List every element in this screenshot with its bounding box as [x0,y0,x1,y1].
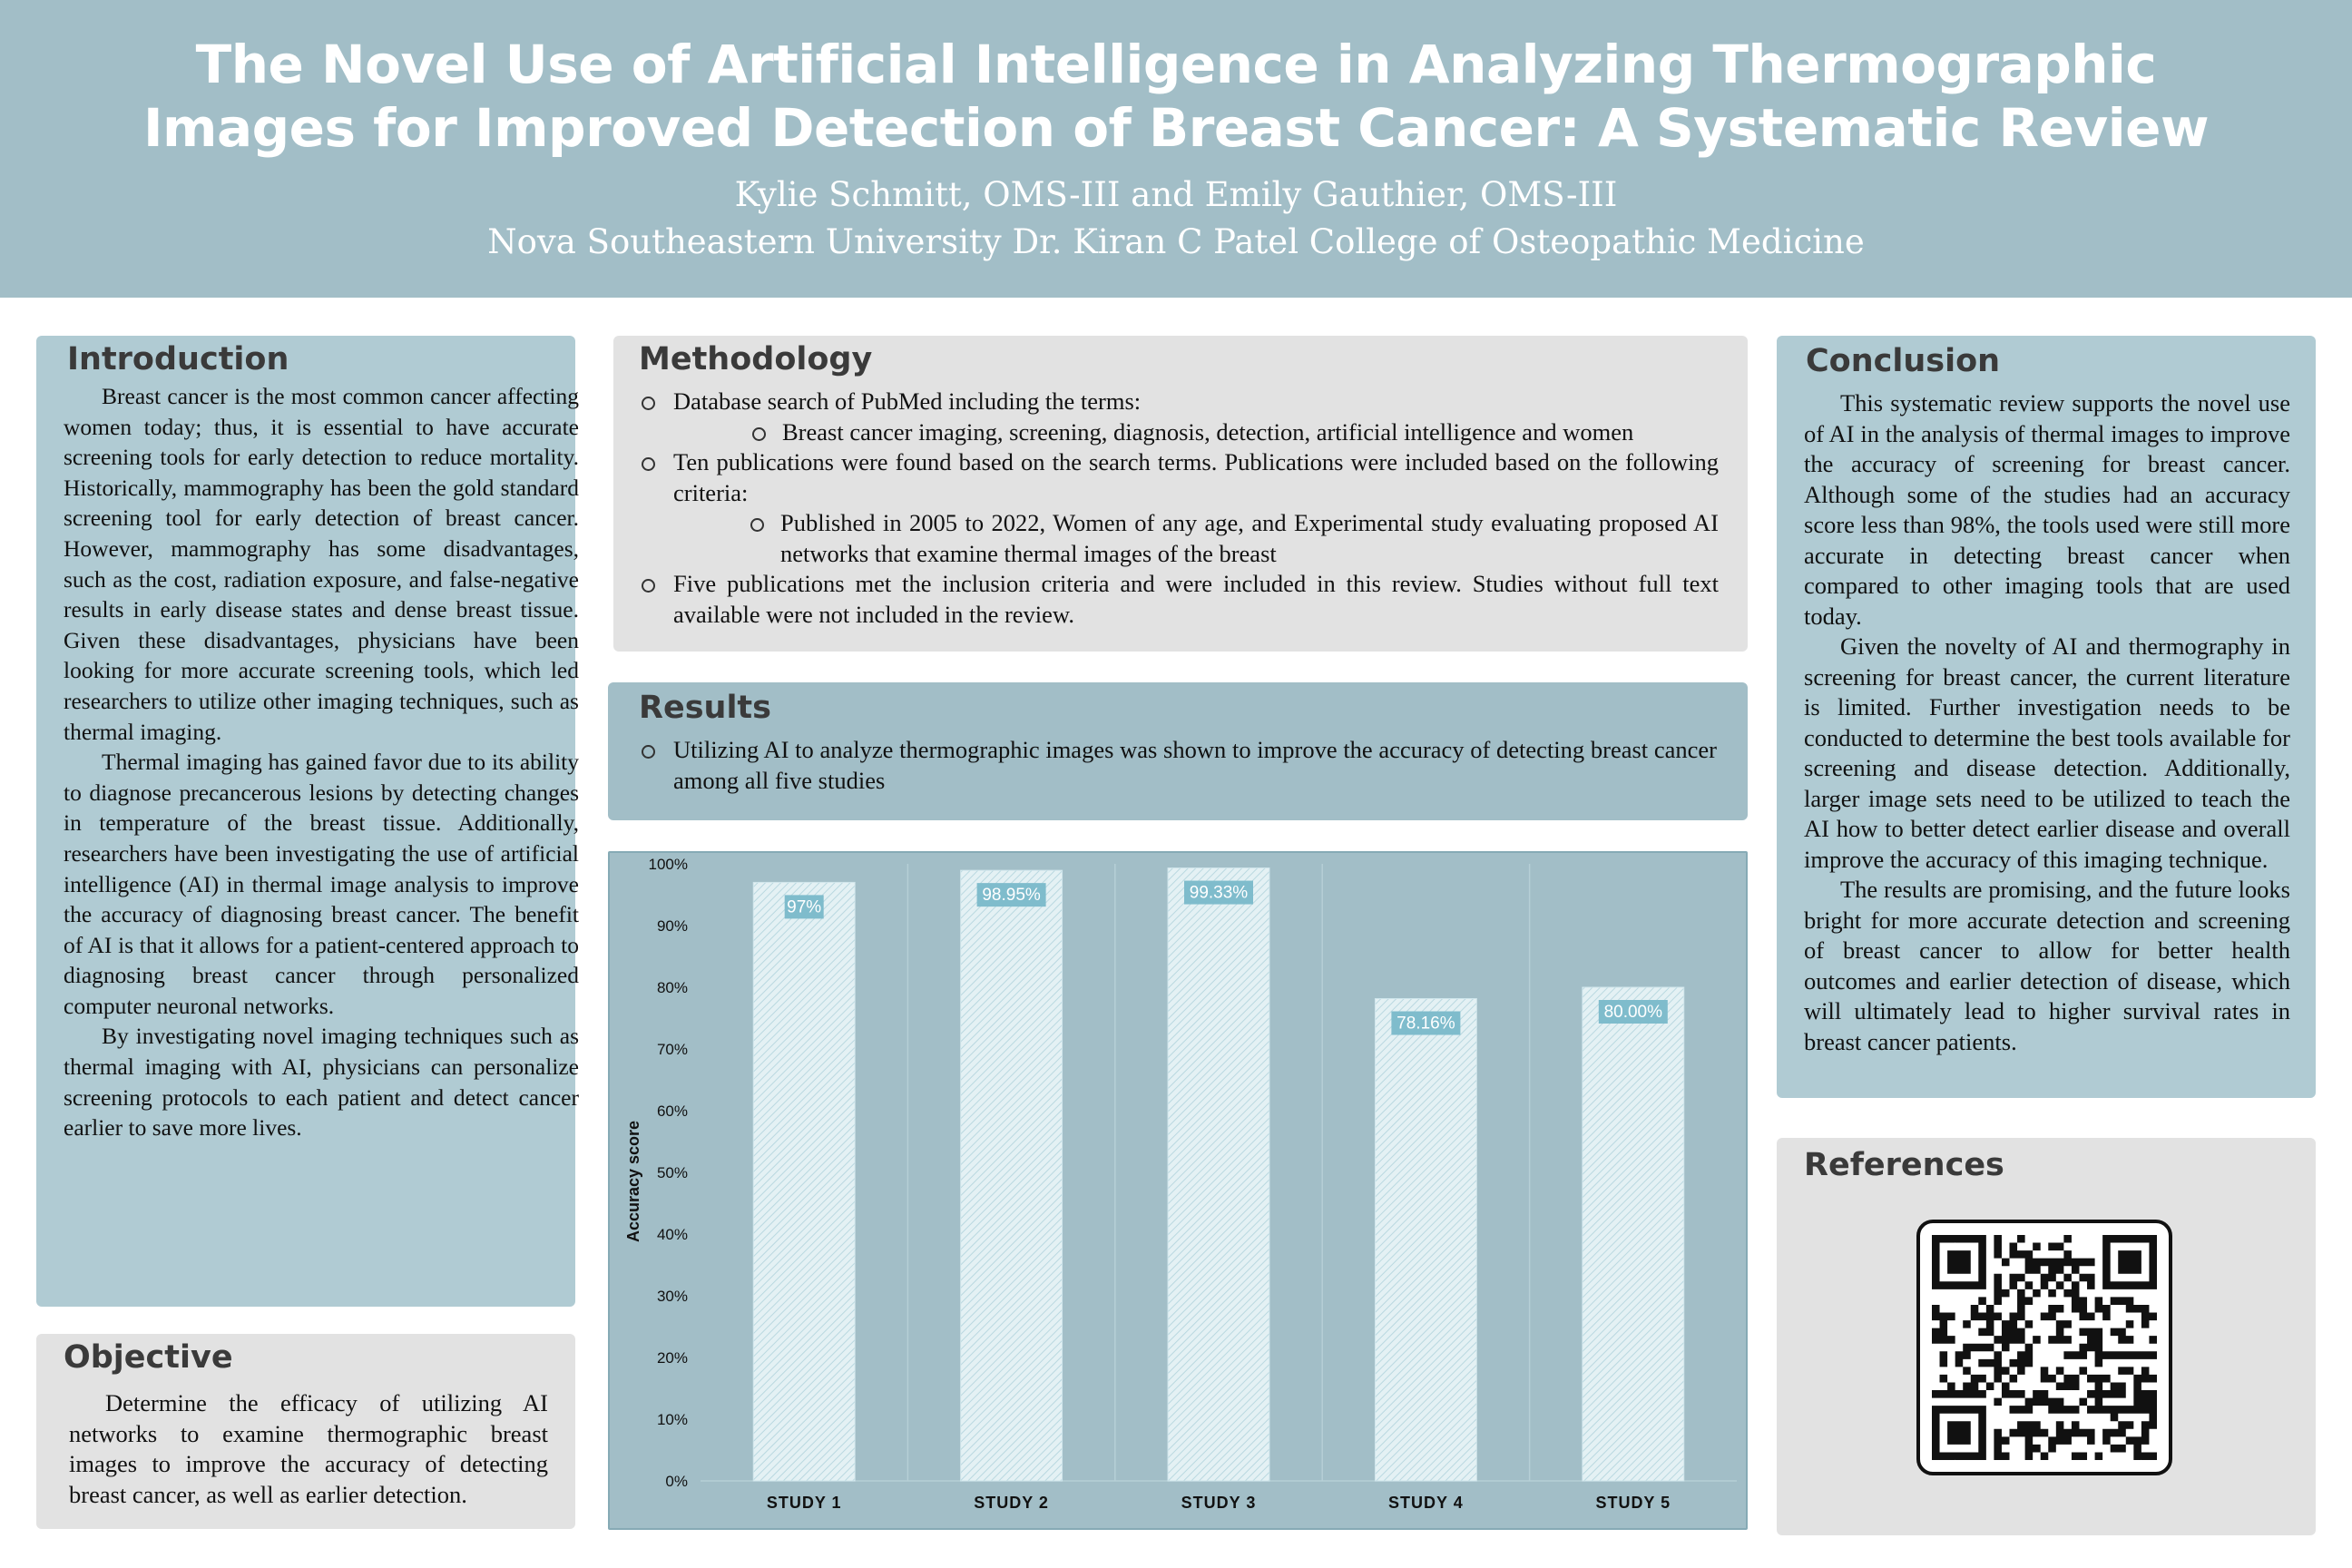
introduction-paragraph: By investigating novel imaging techniques such as thermal imaging with AI, physicians can personalize screening protocols to each patient and detect cancer earlier to save more lives. [64,1023,579,1142]
x-tick-label: STUDY 1 [766,1494,842,1512]
chart-bar [961,870,1063,1481]
results-item: Utilizing AI to analyze thermographic images was shown to improve the accuracy of detecting breast cancer among all five studies [639,735,1717,796]
references-heading: References [1804,1147,2004,1183]
x-tick-label: STUDY 4 [1388,1494,1464,1512]
results-heading: Results [639,690,771,726]
poster-header [0,0,2352,298]
y-tick-label: 90% [656,917,688,935]
qr-modules [1932,1235,2157,1460]
poster-authors: Kylie Schmitt, OMS-III and Emily Gauthier, OMS-III [734,175,1618,214]
chart-bar [1168,868,1269,1481]
methodology-subitem: Published in 2005 to 2022, Women of any age, and Experimental study evaluating proposed AI networks that examine thermal images of the breast [748,508,1719,569]
y-tick-label: 80% [656,979,688,996]
y-tick-label: 70% [656,1041,688,1058]
conclusion-panel [1777,336,2316,1098]
qr-code-icon[interactable] [1916,1220,2172,1475]
methodology-heading: Methodology [639,341,873,377]
chart-bar [753,882,855,1481]
data-label: 97% [787,897,822,917]
results-panel [608,682,1748,820]
introduction-paragraph: Breast cancer is the most common cancer affecting women today; thus, it is essential to have accurate screening tools for early detection to reduce mortality. Historically, mammography has been the gold standard screening tool for early detection of breast cancer. However, mammography has some disadvantages, such as the cost, radiation exposure, and false-negative results in early disease states and dense breast tissue. Given these disadvantages, physicians have been looking for more accurate screening tools, which led researchers to utilize other imaging techniques, such as thermal imaging. [64,383,579,745]
methodology-list [639,387,1719,630]
y-tick-label: 20% [656,1349,688,1367]
objective-paragraph: Determine the efficacy of utilizing AI networks to examine thermographic breast images to improve the accuracy of detecting breast cancer, as well as earlier detection. [69,1389,548,1508]
data-label: 80.00% [1603,1003,1663,1022]
y-tick-label: 10% [656,1411,688,1428]
qr-code-graphic [1932,1235,2157,1460]
objective-panel [36,1334,575,1529]
references-panel [1777,1138,2316,1535]
poster-affiliation: Nova Southeastern University Dr. Kiran C Patel College of Osteopathic Medicine [487,222,1865,261]
x-tick-label: STUDY 3 [1181,1494,1257,1512]
introduction-heading: Introduction [67,341,289,377]
data-label: 99.33% [1189,883,1249,903]
accuracy-bar-chart [608,851,1748,1530]
chart-svg [610,853,1746,1528]
conclusion-paragraph: The results are promising, and the future looks bright for more accurate detection and screening of breast cancer to allow for better health outcomes and earlier detection of disease, which will ultimately lead to higher survival rates in breast cancer patients. [1804,876,2290,1055]
introduction-body [64,381,579,1143]
methodology-item: Database search of PubMed including the terms: [639,387,1719,417]
y-tick-label: 0% [665,1473,688,1490]
introduction-panel [36,336,579,1307]
methodology-item: Five publications met the inclusion criteria and were included in this review. Studies without full text available were not included in the review. [639,569,1719,630]
conclusion-paragraph: This systematic review supports the novel use of AI in the analysis of thermal images to improve the accuracy of screening for breast cancer. Although some of the studies had an accuracy score less than 98%, the tools used were still more accurate in detecting breast cancer when compared to other imaging tools that are used today. [1804,389,2290,630]
chart-bar [1583,987,1684,1481]
objective-heading: Objective [64,1339,233,1376]
y-tick-label: 100% [648,856,688,873]
y-axis-title: Accuracy score [624,1120,642,1243]
x-tick-label: STUDY 5 [1595,1494,1671,1512]
poster-title-line-1: The Novel Use of Artificial Intelligence in Analyzing Thermographic [195,34,2157,95]
y-tick-label: 40% [656,1226,688,1243]
conclusion-heading: Conclusion [1806,343,2001,379]
objective-body [69,1388,548,1510]
data-label: 78.16% [1396,1014,1455,1034]
chart-bar [1375,999,1476,1481]
y-tick-label: 50% [656,1164,688,1181]
poster-title [0,33,2352,160]
y-tick-label: 60% [656,1102,688,1120]
results-list [639,735,1717,796]
methodology-panel [613,336,1748,652]
methodology-item: Ten publications were found based on the search terms. Publications were included based on the following criteria: [639,447,1719,508]
introduction-paragraph: Thermal imaging has gained favor due to its ability to diagnose precancerous lesions by detecting changes in temperature of the breast tissue. Additionally, researchers have been investigating the use of artificial intelligence (AI) in thermal image analysis to improve the accuracy of diagnosing breast cancer. The benefit of AI is that it allows for a patient-centered approach to diagnosing breast cancer through personalized computer neuronal networks. [64,749,579,1019]
data-label: 98.95% [982,886,1041,906]
conclusion-body [1804,388,2290,1057]
y-tick-label: 30% [656,1288,688,1305]
conclusion-paragraph: Given the novelty of AI and thermography in screening for breast cancer, the current literature is limited. Further investigation needs to be conducted to determine the best tools available for screening and disease detection. Additionally, larger image sets need to be utilized to teach the AI how to better detect earlier disease and overall improve the accuracy of this imaging technique. [1804,632,2290,873]
methodology-subitem: Breast cancer imaging, screening, diagnosis, detection, artificial intelligence and women [750,417,1719,448]
x-tick-label: STUDY 2 [974,1494,1049,1512]
poster-title-line-2: Images for Improved Detection of Breast Cancer: A Systematic Review [142,97,2210,159]
